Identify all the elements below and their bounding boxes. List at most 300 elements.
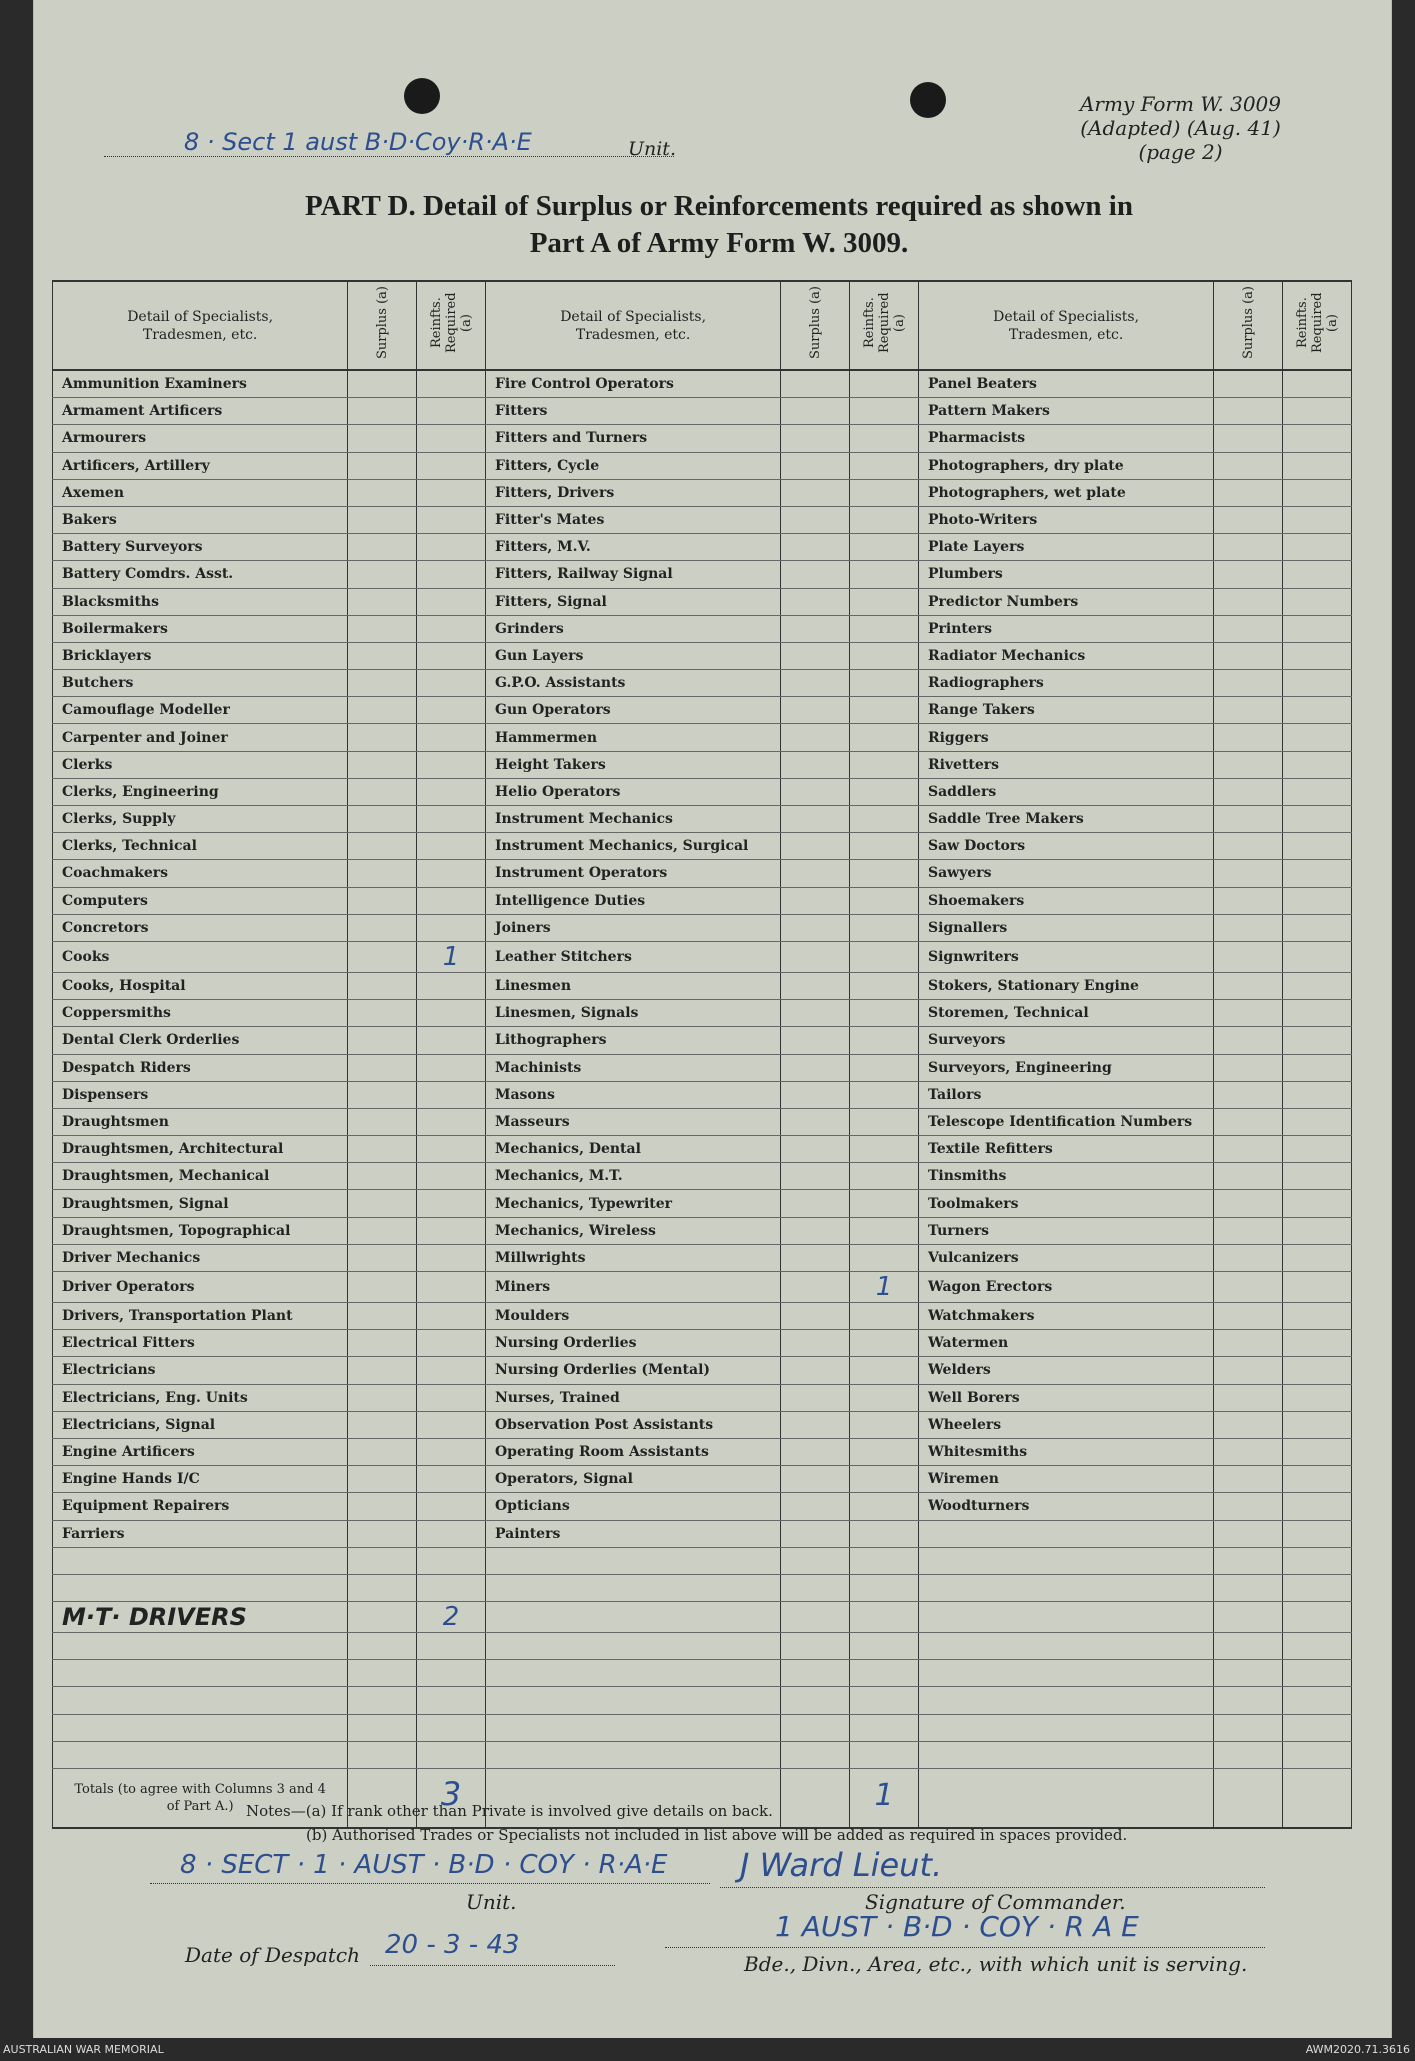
trade-name: Miners: [485, 1272, 780, 1303]
reinfts-cell: [850, 1000, 919, 1027]
trade-name: Signallers: [918, 914, 1213, 941]
table-row: [53, 1574, 1352, 1601]
trade-name: Textile Refitters: [918, 1136, 1213, 1163]
table-row: [53, 1357, 1352, 1384]
reinfts-cell: [1283, 1493, 1352, 1520]
reinfts-cell: [1283, 1054, 1352, 1081]
table-row: [53, 1687, 1352, 1714]
surplus-cell: [348, 833, 417, 860]
reinfts-cell: [1283, 670, 1352, 697]
surplus-cell: [348, 941, 417, 972]
table-row: [53, 914, 1352, 941]
trade-name: Linesmen, Signals: [485, 1000, 780, 1027]
trade-name: Height Takers: [485, 751, 780, 778]
surplus-cell: [1214, 1272, 1283, 1303]
surplus-cell: [781, 806, 850, 833]
surplus-cell: [348, 1466, 417, 1493]
surplus-cell: [1214, 1000, 1283, 1027]
signature-line: [720, 1886, 1265, 1888]
trade-name: [485, 1574, 780, 1601]
surplus-cell: [1214, 1330, 1283, 1357]
surplus-cell: [781, 1633, 850, 1660]
table-row: [53, 1054, 1352, 1081]
surplus-cell: [781, 751, 850, 778]
surplus-cell: [1214, 1244, 1283, 1271]
reinfts-cell: [1283, 425, 1352, 452]
surplus-cell: [1214, 914, 1283, 941]
surplus-cell: [348, 1384, 417, 1411]
trade-name: Wagon Erectors: [918, 1272, 1213, 1303]
reinfts-cell: [850, 697, 919, 724]
trade-name: Plumbers: [918, 561, 1213, 588]
reinfts-cell: [850, 778, 919, 805]
signature-label: Signature of Commander.: [865, 1890, 1126, 1914]
trade-name: Radiographers: [918, 670, 1213, 697]
reinfts-cell: [850, 370, 919, 398]
table-row: [53, 1163, 1352, 1190]
table-row: [53, 1108, 1352, 1135]
table-row: [53, 1190, 1352, 1217]
table-row: [53, 1547, 1352, 1574]
surplus-cell: [781, 1547, 850, 1574]
trade-name: Engine Hands I/C: [53, 1466, 348, 1493]
surplus-cell: [1214, 751, 1283, 778]
trade-name: Fitters, Railway Signal: [485, 561, 780, 588]
trade-name: Concretors: [53, 914, 348, 941]
surplus-cell: [348, 425, 417, 452]
table-row: [53, 642, 1352, 669]
reinfts-cell: [850, 1217, 919, 1244]
surplus-cell: [1214, 1190, 1283, 1217]
trade-name: Photographers, wet plate: [918, 479, 1213, 506]
reinfts-cell: [850, 1411, 919, 1438]
reinfts-cell: [417, 914, 486, 941]
table-row: [53, 425, 1352, 452]
surplus-cell: [348, 1272, 417, 1303]
reinfts-cell: [417, 1438, 486, 1465]
reinfts-cell: [850, 534, 919, 561]
reinfts-cell: [1283, 1660, 1352, 1687]
bde-label: Bde., Divn., Area, etc., with which unit is serving.: [744, 1952, 1248, 1976]
trade-name: Woodturners: [918, 1493, 1213, 1520]
reinfts-cell: [417, 1660, 486, 1687]
trade-name: [485, 1687, 780, 1714]
reinfts-cell: [417, 778, 486, 805]
reinfts-cell: [850, 1330, 919, 1357]
table-row: [53, 1520, 1352, 1547]
surplus-cell: [781, 1493, 850, 1520]
reinfts-cell: [850, 833, 919, 860]
trade-name: [918, 1520, 1213, 1547]
trade-name: Pharmacists: [918, 425, 1213, 452]
reinfts-cell: [1283, 1714, 1352, 1741]
surplus-cell: [1214, 1602, 1283, 1633]
surplus-cell: [348, 1602, 417, 1633]
surplus-cell: [348, 1520, 417, 1547]
trade-name: Mechanics, Dental: [485, 1136, 780, 1163]
surplus-cell: [1214, 452, 1283, 479]
surplus-cell: [348, 479, 417, 506]
surplus-cell: [781, 561, 850, 588]
surplus-cell: [1214, 724, 1283, 751]
surplus-cell: [781, 887, 850, 914]
reinfts-cell: [417, 1574, 486, 1601]
trade-name: Observation Post Assistants: [485, 1411, 780, 1438]
surplus-cell: [348, 1633, 417, 1660]
reinfts-cell: [1283, 1574, 1352, 1601]
surplus-cell: [781, 1054, 850, 1081]
reinfts-cell: [850, 642, 919, 669]
surplus-cell: [781, 1190, 850, 1217]
table-row: [53, 1081, 1352, 1108]
reinfts-cell: [417, 1493, 486, 1520]
trade-name: Radiator Mechanics: [918, 642, 1213, 669]
table-row: [53, 1217, 1352, 1244]
reinfts-cell: [1283, 1384, 1352, 1411]
trade-name: Draughtsmen, Signal: [53, 1190, 348, 1217]
form-id-line1: Army Form W. 3009: [1079, 92, 1281, 116]
surplus-cell: [1214, 534, 1283, 561]
reinfts-cell: [417, 1108, 486, 1135]
punch-hole-right: [910, 82, 946, 118]
reinfts-cell: [417, 1357, 486, 1384]
reinfts-cell: [1283, 724, 1352, 751]
surplus-cell: [348, 452, 417, 479]
reinfts-cell: [850, 1190, 919, 1217]
surplus-cell: [348, 506, 417, 533]
surplus-cell: [348, 1660, 417, 1687]
reinfts-cell: [850, 1438, 919, 1465]
trade-name: Clerks, Supply: [53, 806, 348, 833]
reinfts-cell: [1283, 506, 1352, 533]
surplus-cell: [348, 1741, 417, 1768]
reinfts-cell: [1283, 914, 1352, 941]
reinfts-cell: [1283, 1411, 1352, 1438]
trade-name: [485, 1660, 780, 1687]
surplus-cell: [1214, 506, 1283, 533]
surplus-cell: [1214, 588, 1283, 615]
trade-name: Nurses, Trained: [485, 1384, 780, 1411]
trade-name: Turners: [918, 1217, 1213, 1244]
surplus-cell: [1214, 1081, 1283, 1108]
trade-name: Mechanics, Wireless: [485, 1217, 780, 1244]
reinfts-cell: [850, 1687, 919, 1714]
reinfts-handwritten: 2: [442, 1602, 460, 1633]
trade-name: Computers: [53, 887, 348, 914]
surplus-cell: [348, 1108, 417, 1135]
surplus-cell: [781, 1687, 850, 1714]
trade-name: Masons: [485, 1081, 780, 1108]
reinfts-cell: [1283, 1272, 1352, 1303]
surplus-cell: [781, 588, 850, 615]
surplus-cell: [1214, 778, 1283, 805]
table-row: [53, 751, 1352, 778]
header-reinfts-3: Reinfts. Required (a): [1283, 281, 1352, 370]
trade-name: Photographers, dry plate: [918, 452, 1213, 479]
trade-name: [53, 1687, 348, 1714]
trade-name: Shoemakers: [918, 887, 1213, 914]
reinfts-cell: [850, 615, 919, 642]
table-row: [53, 1330, 1352, 1357]
trade-name: Fitters, Drivers: [485, 479, 780, 506]
surplus-cell: [348, 1357, 417, 1384]
surplus-cell: [1214, 1357, 1283, 1384]
table-row: [53, 1493, 1352, 1520]
unit-label-top: Unit.: [627, 138, 676, 160]
trade-name: Armament Artificers: [53, 398, 348, 425]
trade-name: Masseurs: [485, 1108, 780, 1135]
reinfts-cell: [417, 1136, 486, 1163]
reinfts-cell: [850, 1081, 919, 1108]
surplus-cell: [348, 370, 417, 398]
surplus-cell: [781, 1330, 850, 1357]
reinfts-cell: [417, 1303, 486, 1330]
reinfts-cell: [417, 833, 486, 860]
trade-name: Electricians, Signal: [53, 1411, 348, 1438]
surplus-cell: [348, 1687, 417, 1714]
table-row: [53, 1633, 1352, 1660]
trade-name: [918, 1547, 1213, 1574]
surplus-cell: [781, 1000, 850, 1027]
reinfts-cell: [850, 479, 919, 506]
surplus-cell: [781, 1466, 850, 1493]
surplus-cell: [348, 806, 417, 833]
trade-name: Electrical Fitters: [53, 1330, 348, 1357]
trade-name: [53, 1547, 348, 1574]
surplus-cell: [1214, 1027, 1283, 1054]
reinfts-cell: [417, 1520, 486, 1547]
surplus-cell: [1214, 1687, 1283, 1714]
trade-name: Butchers: [53, 670, 348, 697]
reinfts-cell: [1283, 1000, 1352, 1027]
archive-caption-left: AUSTRALIAN WAR MEMORIAL: [3, 2043, 164, 2056]
surplus-cell: [1214, 479, 1283, 506]
reinfts-cell: [417, 1466, 486, 1493]
reinfts-cell: [850, 1633, 919, 1660]
surplus-cell: [781, 860, 850, 887]
surplus-cell: [781, 1272, 850, 1303]
totals-reinfts-2: 1: [850, 1769, 919, 1829]
trade-name: Signwriters: [918, 941, 1213, 972]
table-row: [53, 724, 1352, 751]
trade-name: Carpenter and Joiner: [53, 724, 348, 751]
table-row: [53, 1411, 1352, 1438]
trade-name: [918, 1574, 1213, 1601]
surplus-cell: [781, 914, 850, 941]
title-line2: Part A of Army Form W. 3009.: [529, 227, 909, 259]
trade-name: Painters: [485, 1520, 780, 1547]
trade-name: Fitters: [485, 398, 780, 425]
trade-name: Riggers: [918, 724, 1213, 751]
trade-name: Battery Comdrs. Asst.: [53, 561, 348, 588]
trade-name: Camouflage Modeller: [53, 697, 348, 724]
header-surplus-3: Surplus (a): [1214, 281, 1283, 370]
trade-name: Wiremen: [918, 1466, 1213, 1493]
surplus-cell: [348, 1136, 417, 1163]
surplus-cell: [1214, 398, 1283, 425]
form-identifier: [1080, 92, 1281, 164]
surplus-cell: [348, 1493, 417, 1520]
note-b: (b) Authorised Trades or Specialists not included in list above will be added as required in spaces provided.: [306, 1826, 1128, 1844]
table-row: [53, 398, 1352, 425]
reinfts-cell: [417, 670, 486, 697]
reinfts-handwritten: 1: [442, 941, 460, 972]
surplus-cell: [781, 1714, 850, 1741]
surplus-cell: [1214, 561, 1283, 588]
reinfts-cell: [1283, 1081, 1352, 1108]
form-id-line3: (page 2): [1138, 140, 1223, 164]
reinfts-cell: [850, 806, 919, 833]
trade-name: Draughtsmen, Architectural: [53, 1136, 348, 1163]
reinfts-cell: [1283, 751, 1352, 778]
reinfts-cell: [1283, 697, 1352, 724]
surplus-cell: [1214, 1520, 1283, 1547]
reinfts-cell: [850, 1520, 919, 1547]
reinfts-cell: [1283, 1027, 1352, 1054]
trade-name: [53, 1574, 348, 1601]
table-row: [53, 972, 1352, 999]
surplus-cell: [781, 1411, 850, 1438]
trade-name: Joiners: [485, 914, 780, 941]
reinfts-cell: [417, 642, 486, 669]
surplus-cell: [1214, 1303, 1283, 1330]
reinfts-cell: [1283, 642, 1352, 669]
surplus-cell: [1214, 972, 1283, 999]
reinfts-cell: [1283, 1547, 1352, 1574]
surplus-cell: [781, 398, 850, 425]
trade-name: [485, 1602, 780, 1633]
surplus-cell: [781, 1027, 850, 1054]
reinfts-cell: [850, 972, 919, 999]
reinfts-cell: [850, 1602, 919, 1633]
surplus-cell: [1214, 1163, 1283, 1190]
reinfts-cell: [1283, 588, 1352, 615]
reinfts-cell: [850, 452, 919, 479]
surplus-cell: [1214, 1547, 1283, 1574]
trade-name: Coachmakers: [53, 860, 348, 887]
trade-name: Artificers, Artillery: [53, 452, 348, 479]
reinfts-cell: [1283, 1633, 1352, 1660]
surplus-cell: [781, 778, 850, 805]
reinfts-cell: [417, 1000, 486, 1027]
reinfts-cell: [850, 506, 919, 533]
trade-name: Draughtsmen, Topographical: [53, 1217, 348, 1244]
header-surplus-2: Surplus (a): [781, 281, 850, 370]
trade-name: Toolmakers: [918, 1190, 1213, 1217]
table-row: [53, 1741, 1352, 1768]
reinfts-cell: [417, 398, 486, 425]
surplus-cell: [781, 1244, 850, 1271]
reinfts-cell: [850, 1357, 919, 1384]
reinfts-cell: [417, 1687, 486, 1714]
surplus-cell: [1214, 697, 1283, 724]
surplus-cell: [348, 398, 417, 425]
trade-name: [485, 1741, 780, 1768]
trade-name: Cooks, Hospital: [53, 972, 348, 999]
unit-handwritten-top: 8 · Sect 1 aust B·D·Coy·R·A·E: [184, 128, 532, 156]
trade-name: Leather Stitchers: [485, 941, 780, 972]
surplus-cell: [781, 697, 850, 724]
trade-name: Intelligence Duties: [485, 887, 780, 914]
surplus-cell: [1214, 1660, 1283, 1687]
reinfts-cell: [850, 1547, 919, 1574]
page-title: [194, 188, 1244, 262]
surplus-cell: [781, 1602, 850, 1633]
archive-caption-right: AWM2020.71.3616: [1305, 2043, 1410, 2056]
trade-name: Saddle Tree Makers: [918, 806, 1213, 833]
table-row: [53, 1438, 1352, 1465]
trade-name: [53, 1714, 348, 1741]
trade-name: Fitters, M.V.: [485, 534, 780, 561]
surplus-cell: [348, 1330, 417, 1357]
reinfts-cell: [417, 506, 486, 533]
trade-name: Coppersmiths: [53, 1000, 348, 1027]
totals-label: Totals (to agree with Columns 3 and 4 of Part A.): [53, 1769, 348, 1829]
reinfts-cell: [850, 724, 919, 751]
note-a: Notes—(a) If rank other than Private is involved give details on back.: [246, 1802, 773, 1820]
surplus-cell: [348, 1217, 417, 1244]
reinfts-handwritten: 1: [875, 1272, 893, 1302]
header-detail-1: Detail of Specialists, Tradesmen, etc.: [53, 281, 348, 370]
trade-name: [918, 1741, 1213, 1768]
reinfts-cell: [850, 1244, 919, 1271]
trade-name: Rivetters: [918, 751, 1213, 778]
table-row: [53, 561, 1352, 588]
trade-name: Saddlers: [918, 778, 1213, 805]
table-row: [53, 806, 1352, 833]
header-detail-2: Detail of Specialists, Tradesmen, etc.: [485, 281, 780, 370]
surplus-cell: [348, 972, 417, 999]
reinfts-cell: [850, 1493, 919, 1520]
surplus-cell: [781, 941, 850, 972]
reinfts-cell: [1283, 1108, 1352, 1135]
surplus-cell: [1214, 1633, 1283, 1660]
unit-line-footer: [150, 1882, 710, 1884]
table-row: [53, 506, 1352, 533]
surplus-cell: [781, 1520, 850, 1547]
surplus-cell: [348, 670, 417, 697]
table-row: [53, 1244, 1352, 1271]
reinfts-cell: [850, 751, 919, 778]
surplus-cell: [1214, 1108, 1283, 1135]
table-row: [53, 1000, 1352, 1027]
form-id-line2: (Adapted) (Aug. 41): [1080, 116, 1281, 140]
reinfts-cell: [417, 1330, 486, 1357]
trade-name: M·T· DRIVERS: [53, 1602, 348, 1633]
surplus-cell: [1214, 1714, 1283, 1741]
trade-name: Welders: [918, 1357, 1213, 1384]
reinfts-cell: [417, 1244, 486, 1271]
reinfts-cell: [1283, 1741, 1352, 1768]
table-row: [53, 941, 1352, 972]
trade-name: Millwrights: [485, 1244, 780, 1271]
trade-name: Clerks: [53, 751, 348, 778]
surplus-cell: [781, 506, 850, 533]
table-row: [53, 534, 1352, 561]
table-row: [53, 1714, 1352, 1741]
reinfts-cell: [1283, 972, 1352, 999]
surplus-cell: [781, 1438, 850, 1465]
trade-name: Photo-Writers: [918, 506, 1213, 533]
trade-name: Instrument Mechanics, Surgical: [485, 833, 780, 860]
surplus-cell: [1214, 887, 1283, 914]
reinfts-cell: [1283, 615, 1352, 642]
table-body: [53, 370, 1352, 1769]
surplus-cell: [781, 370, 850, 398]
surplus-cell: [348, 1000, 417, 1027]
trade-name: Fitters, Cycle: [485, 452, 780, 479]
surplus-cell: [781, 833, 850, 860]
